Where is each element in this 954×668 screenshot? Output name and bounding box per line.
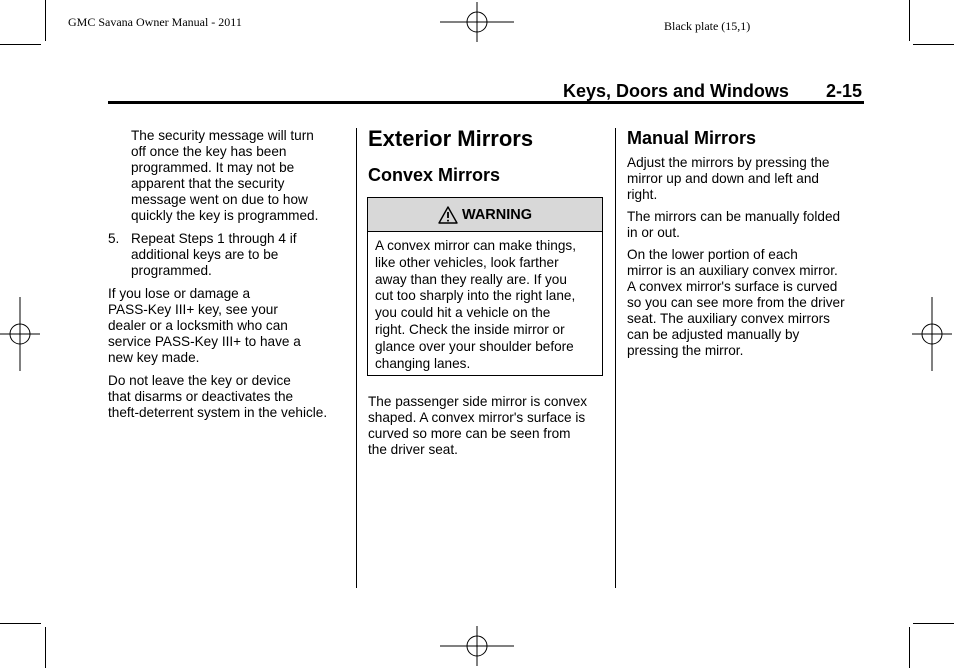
manual-mirrors-heading: Manual Mirrors <box>627 128 757 148</box>
warning-label: WARNING <box>461 206 533 223</box>
registration-mark-left-icon <box>0 297 40 371</box>
warning-text: A convex mirror can make things, like other vehicles, look farther away than they really are. If you cut too sharply into the right lane, you could hit a vehicle on the right. Check the inside mirror or glance over your shoulder before changing lanes. <box>375 238 576 371</box>
crop-mark-bottom-right-vertical <box>909 627 910 668</box>
registration-mark-bottom-icon <box>440 626 514 666</box>
caution-text: Do not leave the key or device that disarms or deactivates the theft-deterrent system in the vehicle. <box>108 373 328 420</box>
security-message-text: The security message will turn off once the key has been programmed. It may not be apparent that the security message went on due to how quickly the key is programmed. <box>131 128 319 223</box>
exterior-mirrors-heading: Exterior Mirrors <box>368 126 534 151</box>
warning-box <box>367 197 603 376</box>
crop-mark-top-left-vertical <box>45 0 46 41</box>
convex-body-block <box>368 394 608 458</box>
warning-header <box>368 198 602 232</box>
column-divider-left <box>356 128 357 588</box>
warning-exclamation-icon <box>438 206 458 224</box>
auxiliary-mirror-text: On the lower portion of each mirror is an auxiliary convex mirror. A convex mirror's surface is curved so you can see more from the driver seat. The auxiliary convex mirrors can be adjusted manually by pressing the mirror. <box>627 247 845 358</box>
registration-mark-right-icon <box>912 297 952 371</box>
step-text: Repeat Steps 1 through 4 if additional keys are to be programmed. <box>131 231 297 278</box>
printer-slug-left: GMC Savana Owner Manual - 2011 <box>68 15 242 29</box>
header-rule <box>108 101 864 104</box>
step-5 <box>108 231 348 279</box>
fold-mirrors-text: The mirrors can be manually folded in or out. <box>627 209 841 240</box>
crop-mark-bottom-right-horizontal <box>913 623 954 624</box>
middle-column <box>368 126 606 186</box>
convex-mirrors-heading: Convex Mirrors <box>368 165 501 185</box>
crop-mark-top-left-horizontal <box>0 44 41 45</box>
registration-mark-top-icon <box>440 2 514 42</box>
adjust-mirrors-text: Adjust the mirrors by pressing the mirror up and down and left and right. <box>627 155 830 202</box>
crop-mark-bottom-left-vertical <box>45 627 46 668</box>
crop-mark-top-right-vertical <box>909 0 910 41</box>
right-column <box>627 127 867 359</box>
lost-key-text: If you lose or damage a PASS-Key III+ key, see your dealer or a locksmith who can service PASS-Key III+ to have a new key made. <box>108 286 301 365</box>
step-number: 5. <box>108 231 120 246</box>
crop-mark-bottom-left-horizontal <box>0 623 41 624</box>
page-number: 2-15 <box>826 81 863 101</box>
left-column <box>108 128 348 421</box>
convex-mirror-text: The passenger side mirror is convex shaped. A convex mirror's surface is curved so more can be seen from the driver seat. <box>368 394 588 457</box>
crop-mark-top-right-horizontal <box>913 44 954 45</box>
column-divider-right <box>615 128 616 588</box>
section-title: Keys, Doors and Windows <box>563 81 789 101</box>
printer-slug-right: Black plate (15,1) <box>664 19 751 33</box>
